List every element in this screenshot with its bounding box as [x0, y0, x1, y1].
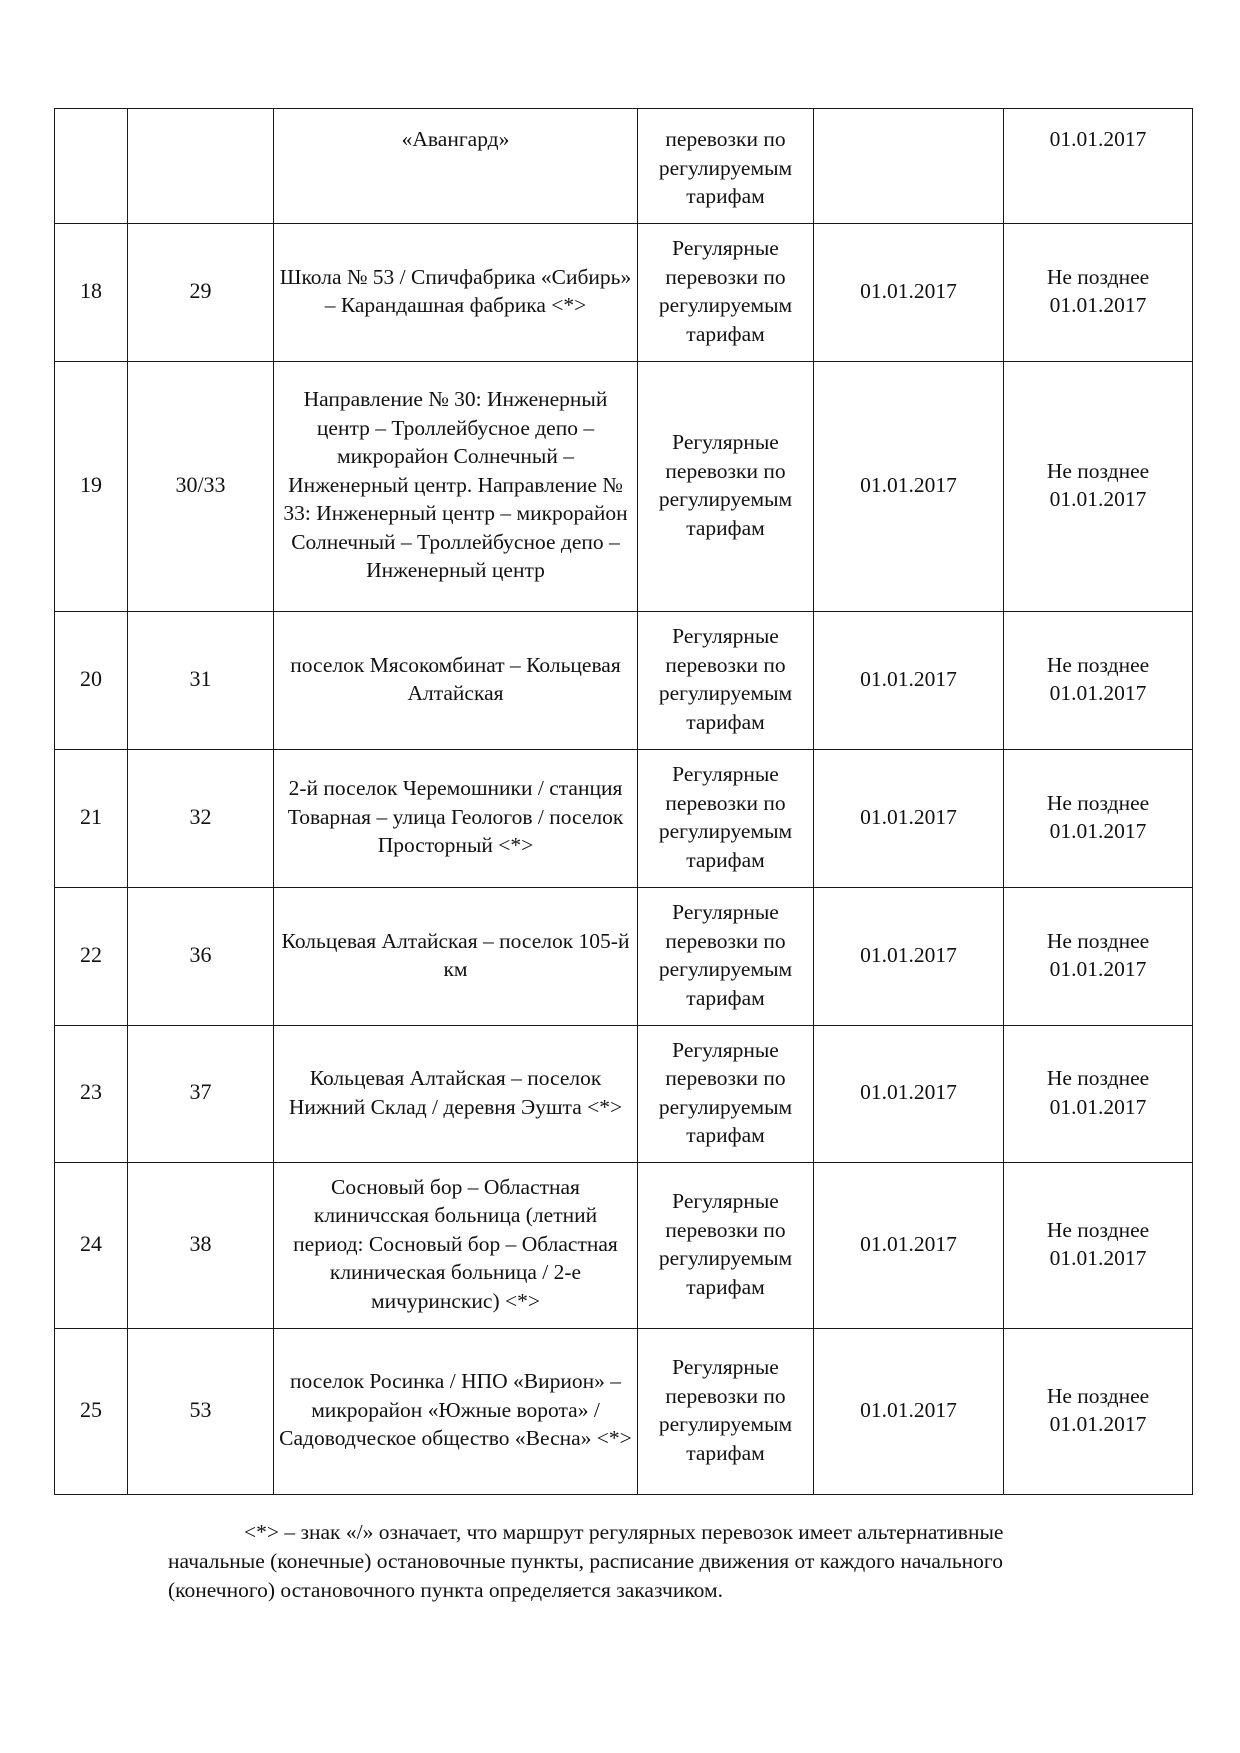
transport-type-cell: Регулярные перевозки по регулируемым тарифам: [638, 1162, 814, 1328]
row-number-cell: [55, 109, 128, 224]
footnote-text: <*> – знак «/» означает, что маршрут регулярных перевозок имеет альтернативные начальные (конечные) остановочные пункты, расписание движения от каждого начального (конечного) остановочного пункта определяется заказчиком.: [168, 1520, 1004, 1602]
route-number-cell: 31: [128, 611, 274, 749]
route-name-cell: Направление № 30: Инженерный центр – Троллейбусное депо – микрорайон Солнечный – Инженерный центр. Направление № 33: Инженерный центр – микрорайон Солнечный – Троллейбусное депо – Инженерный центр: [274, 361, 638, 611]
row-number-cell: 23: [55, 1025, 128, 1162]
route-name-cell: Сосновый бор – Областная клиничсская больница (летний период: Сосновый бор – Областная клиническая больница / 2-е мичуринскис) <*>: [274, 1162, 638, 1328]
transport-type-cell: Регулярные перевозки по регулируемым тарифам: [638, 749, 814, 887]
route-name-cell: «Авангард»: [274, 109, 638, 224]
row-number-cell: 18: [55, 223, 128, 361]
route-name-cell: 2-й поселок Черемошники / станция Товарная – улица Геологов / поселок Просторный <*>: [274, 749, 638, 887]
row-number-cell: 25: [55, 1328, 128, 1494]
transport-type-cell: Регулярные перевозки по регулируемым тарифам: [638, 611, 814, 749]
transport-type-cell: Регулярные перевозки по регулируемым тарифам: [638, 361, 814, 611]
deadline-cell: Не позднее 01.01.2017: [1004, 1162, 1193, 1328]
start-date-cell: [814, 109, 1004, 224]
row-number-cell: 20: [55, 611, 128, 749]
transport-type-cell: Регулярные перевозки по регулируемым тарифам: [638, 1328, 814, 1494]
route-name-cell: Школа № 53 / Спичфабрика «Сибирь» – Карандашная фабрика <*>: [274, 223, 638, 361]
start-date-cell: 01.01.2017: [814, 1328, 1004, 1494]
deadline-cell: Не позднее 01.01.2017: [1004, 1328, 1193, 1494]
route-number-cell: 38: [128, 1162, 274, 1328]
start-date-cell: 01.01.2017: [814, 1162, 1004, 1328]
table-row: [55, 1328, 1193, 1494]
table-row: [55, 1025, 1193, 1162]
table-row: [55, 887, 1193, 1025]
transport-type-cell: Регулярные перевозки по регулируемым тарифам: [638, 223, 814, 361]
deadline-cell: Не позднее 01.01.2017: [1004, 361, 1193, 611]
deadline-cell: Не позднее 01.01.2017: [1004, 223, 1193, 361]
route-number-cell: 29: [128, 223, 274, 361]
route-number-cell: 36: [128, 887, 274, 1025]
transport-type-cell: Регулярные перевозки по регулируемым тарифам: [638, 887, 814, 1025]
route-number-cell: 32: [128, 749, 274, 887]
table-row: [55, 361, 1193, 611]
table-row: [55, 611, 1193, 749]
footnote: [168, 1518, 1148, 1605]
table-row: [55, 749, 1193, 887]
start-date-cell: 01.01.2017: [814, 749, 1004, 887]
transport-type-cell: перевозки по регулируемым тарифам: [638, 109, 814, 224]
deadline-cell: 01.01.2017: [1004, 109, 1193, 224]
deadline-cell: Не позднее 01.01.2017: [1004, 887, 1193, 1025]
row-number-cell: 19: [55, 361, 128, 611]
table-row: [55, 1162, 1193, 1328]
row-number-cell: 21: [55, 749, 128, 887]
deadline-cell: Не позднее 01.01.2017: [1004, 1025, 1193, 1162]
table-row: [55, 223, 1193, 361]
route-number-cell: [128, 109, 274, 224]
row-number-cell: 24: [55, 1162, 128, 1328]
start-date-cell: 01.01.2017: [814, 1025, 1004, 1162]
start-date-cell: 01.01.2017: [814, 887, 1004, 1025]
start-date-cell: 01.01.2017: [814, 361, 1004, 611]
table-row: [55, 109, 1193, 224]
route-number-cell: 53: [128, 1328, 274, 1494]
row-number-cell: 22: [55, 887, 128, 1025]
deadline-cell: Не позднее 01.01.2017: [1004, 611, 1193, 749]
route-name-cell: поселок Мясокомбинат – Кольцевая Алтайская: [274, 611, 638, 749]
start-date-cell: 01.01.2017: [814, 611, 1004, 749]
route-name-cell: поселок Росинка / НПО «Вирион» – микрорайон «Южные ворота» / Садоводческое общество «Весна» <*>: [274, 1328, 638, 1494]
transport-type-cell: Регулярные перевозки по регулируемым тарифам: [638, 1025, 814, 1162]
route-name-cell: Кольцевая Алтайская – поселок 105-й км: [274, 887, 638, 1025]
route-name-cell: Кольцевая Алтайская – поселок Нижний Склад / деревня Эушта <*>: [274, 1025, 638, 1162]
route-number-cell: 30/33: [128, 361, 274, 611]
route-number-cell: 37: [128, 1025, 274, 1162]
routes-table: [54, 108, 1193, 1495]
start-date-cell: 01.01.2017: [814, 223, 1004, 361]
deadline-cell: Не позднее 01.01.2017: [1004, 749, 1193, 887]
